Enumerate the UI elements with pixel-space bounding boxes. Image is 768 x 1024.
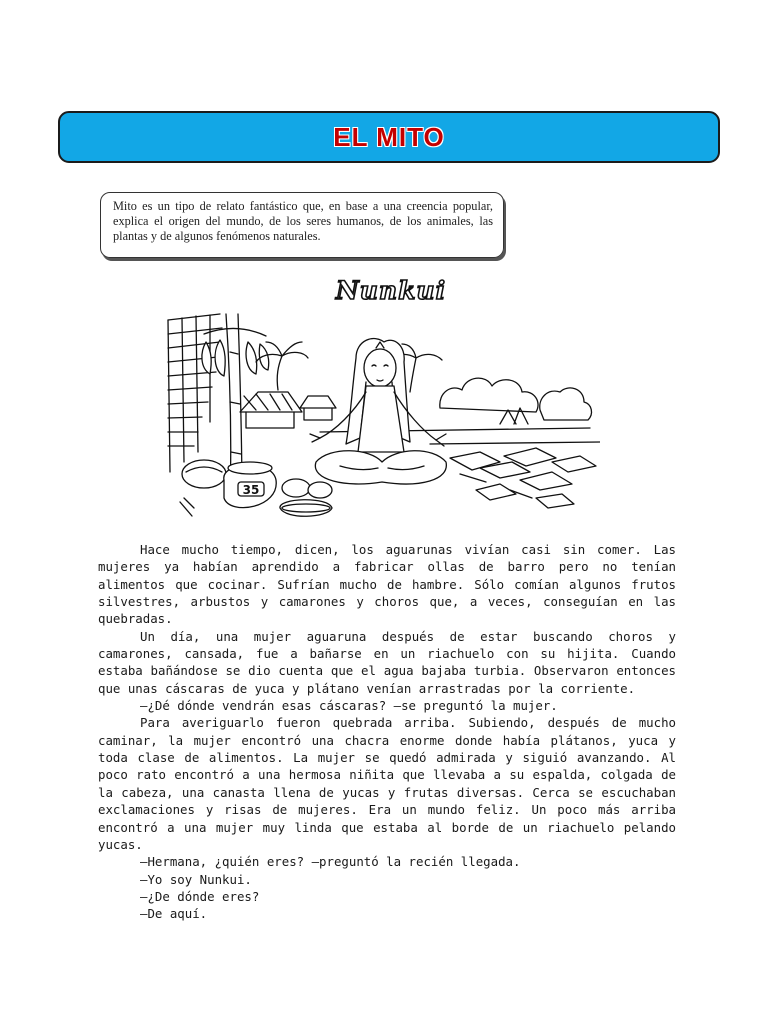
story-paragraph: Hace mucho tiempo, dicen, los aguarunas vivían casi sin comer. Las mujeres ya habían aprendido a fabricar ollas de barro pero no tenían alimentos que cocinar. Sufrían mucho de hambre. Sólo comían algunos frutos silvestres, arbustos y camarones y choros que, a veces, conseguían en las quebradas. <box>98 542 676 627</box>
story-dialogue: —¿Dé dónde vendrán esas cáscaras? —se preguntó la mujer. <box>140 698 558 714</box>
story-paragraph: Para averiguarlo fueron quebrada arriba. Subiendo, después de mucho caminar, la mujer encontró una chacra enorme donde había plátanos, yuca y toda clase de alimentos. La mujer se quedó admirada y siguió avanzando. Al poco rato encontró a una hermosa niñita que llevaba a su espalda, colgada de la cabeza, una canasta llena de yucas y frutas diversas. Cerca se escuchaban exclamaciones y risas de mujeres. Era un mundo feliz. Un poco más arriba encontró a una mujer muy linda que estaba al borde de un riachuelo pelando yucas. <box>98 715 676 852</box>
story-dialogue: —Hermana, ¿quién eres? —preguntó la recién llegada. <box>140 854 521 870</box>
bamboo-wall <box>168 314 222 472</box>
definition-text: Mito es un tipo de relato fantástico que, en base a una creencia popular, explica el origen del mundo, de los seres humanos, de los animales, las plantas y de algunos fenómenos naturales. <box>113 199 493 243</box>
story-dialogue: —¿De dónde eres? <box>140 888 260 904</box>
story-dialogue: —Yo soy Nunkui. <box>140 871 252 887</box>
story-dialogue: —De aquí. <box>140 906 208 922</box>
story-body <box>98 541 676 923</box>
leaves-pile <box>450 448 596 508</box>
nunkui-illustration <box>160 312 600 532</box>
story-paragraph: Un día, una mujer aguaruna después de estar buscando choros y camarones, cansada, fue a bañarse en un riachuelo con su hijita. Cuando estaba bañándose se dio cuenta que el agua bajaba turbia. Observaron entonces que unas cáscaras de yuca y plátano venían arrastradas por la corriente. <box>98 628 676 696</box>
pot-number: 35 <box>242 483 260 497</box>
page-title: EL MITO <box>333 121 445 152</box>
huts <box>240 392 336 428</box>
banana-bunch <box>202 328 269 376</box>
girl-figure <box>310 339 446 484</box>
story-title: Nunkui <box>335 276 447 305</box>
definition-box <box>100 192 504 258</box>
clay-pots <box>180 460 332 516</box>
title-banner <box>58 111 720 163</box>
bushes <box>440 378 592 424</box>
palm-trees <box>256 342 442 392</box>
